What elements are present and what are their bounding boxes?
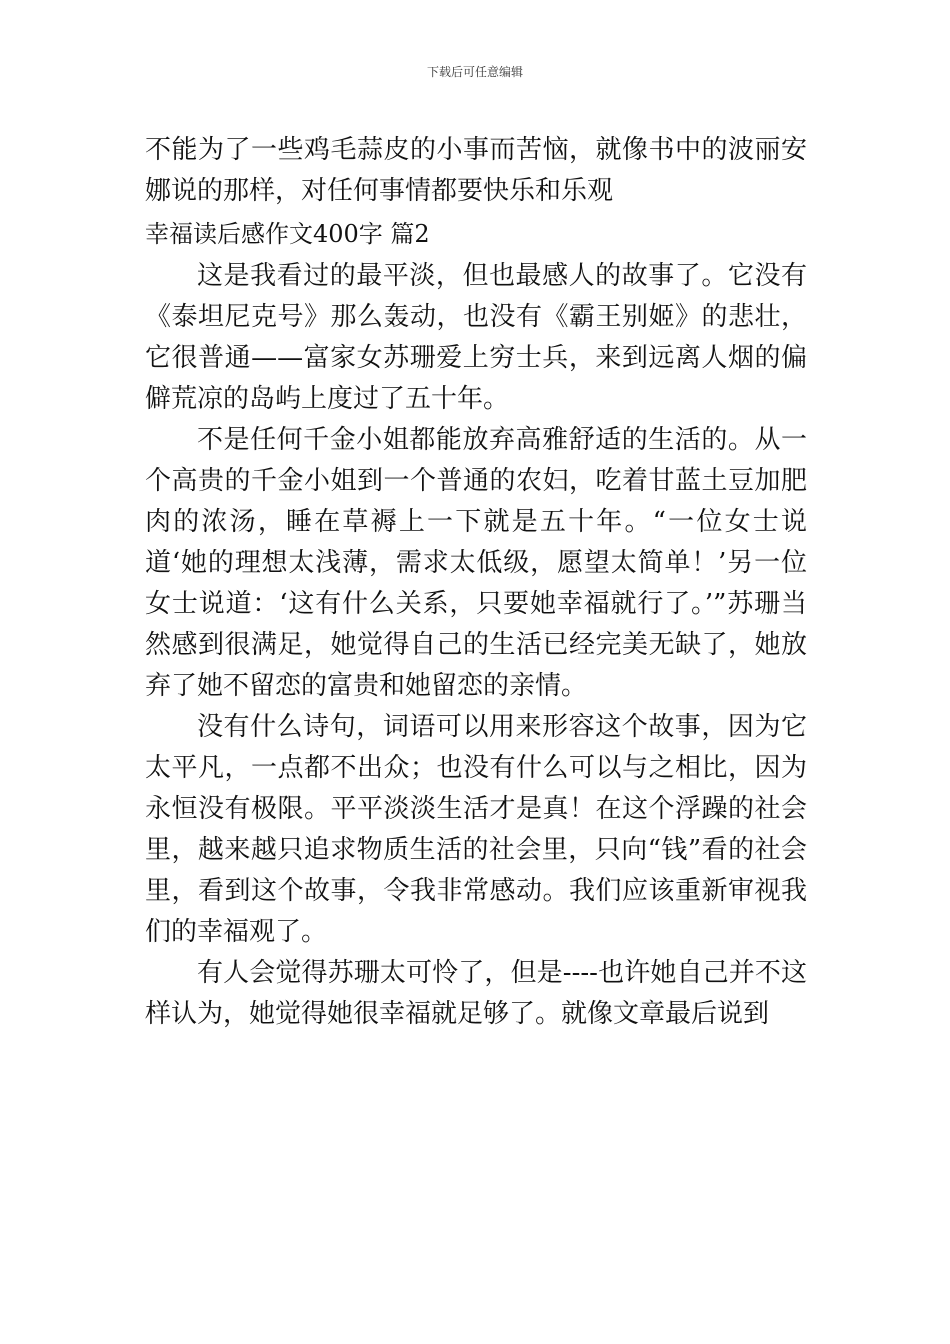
page-header: 下载后可任意编辑 xyxy=(426,65,523,79)
paragraph-1: 这是我看过的最平淡，但也最感人的故事了。它没有《泰坦尼克号》那么轰动，也没有《霸王别姬》的悲壮，它很普通——富家女苏珊爱上穷士兵，来到远离人烟的偏僻荒凉的岛屿上度过了五十年。 xyxy=(145,261,807,414)
document-body xyxy=(145,130,807,1035)
paragraph-4: 有人会觉得苏珊太可怜了，但是----也许她自己并不这样认为，她觉得她很幸福就足够了。就像文章最后说到 xyxy=(145,958,807,1029)
paragraph-continuation: 不能为了一些鸡毛蒜皮的小事而苦恼，就像书中的波丽安娜说的那样，对任何事情都要快乐和乐观 xyxy=(145,135,807,206)
paragraph-2: 不是任何千金小姐都能放弃高雅舒适的生活的。从一个高贵的千金小姐到一个普通的农妇，吃着甘蓝土豆加肥肉的浓汤，睡在草褥上一下就是五十年。“一位女士说道‘她的理想太浅薄，需求太低级，愿望太简单！’另一位女士说道：‘这有什么关系，只要她幸福就行了。’”苏珊当然感到很满足，她觉得自己的生活已经完美无缺了，她放弃了她不留恋的富贵和她留恋的亲情。 xyxy=(145,425,807,701)
section-title: 幸福读后感作文400字 篇2 xyxy=(145,220,430,248)
paragraph-3: 没有什么诗句，词语可以用来形容这个故事，因为它太平凡，一点都不出众；也没有什么可以与之相比，因为永恒没有极限。平平淡淡生活才是真！在这个浮躁的社会里，越来越只追求物质生活的社会里，只向“钱”看的社会里，看到这个故事，令我非常感动。我们应该重新审视我们的幸福观了。 xyxy=(145,712,807,947)
